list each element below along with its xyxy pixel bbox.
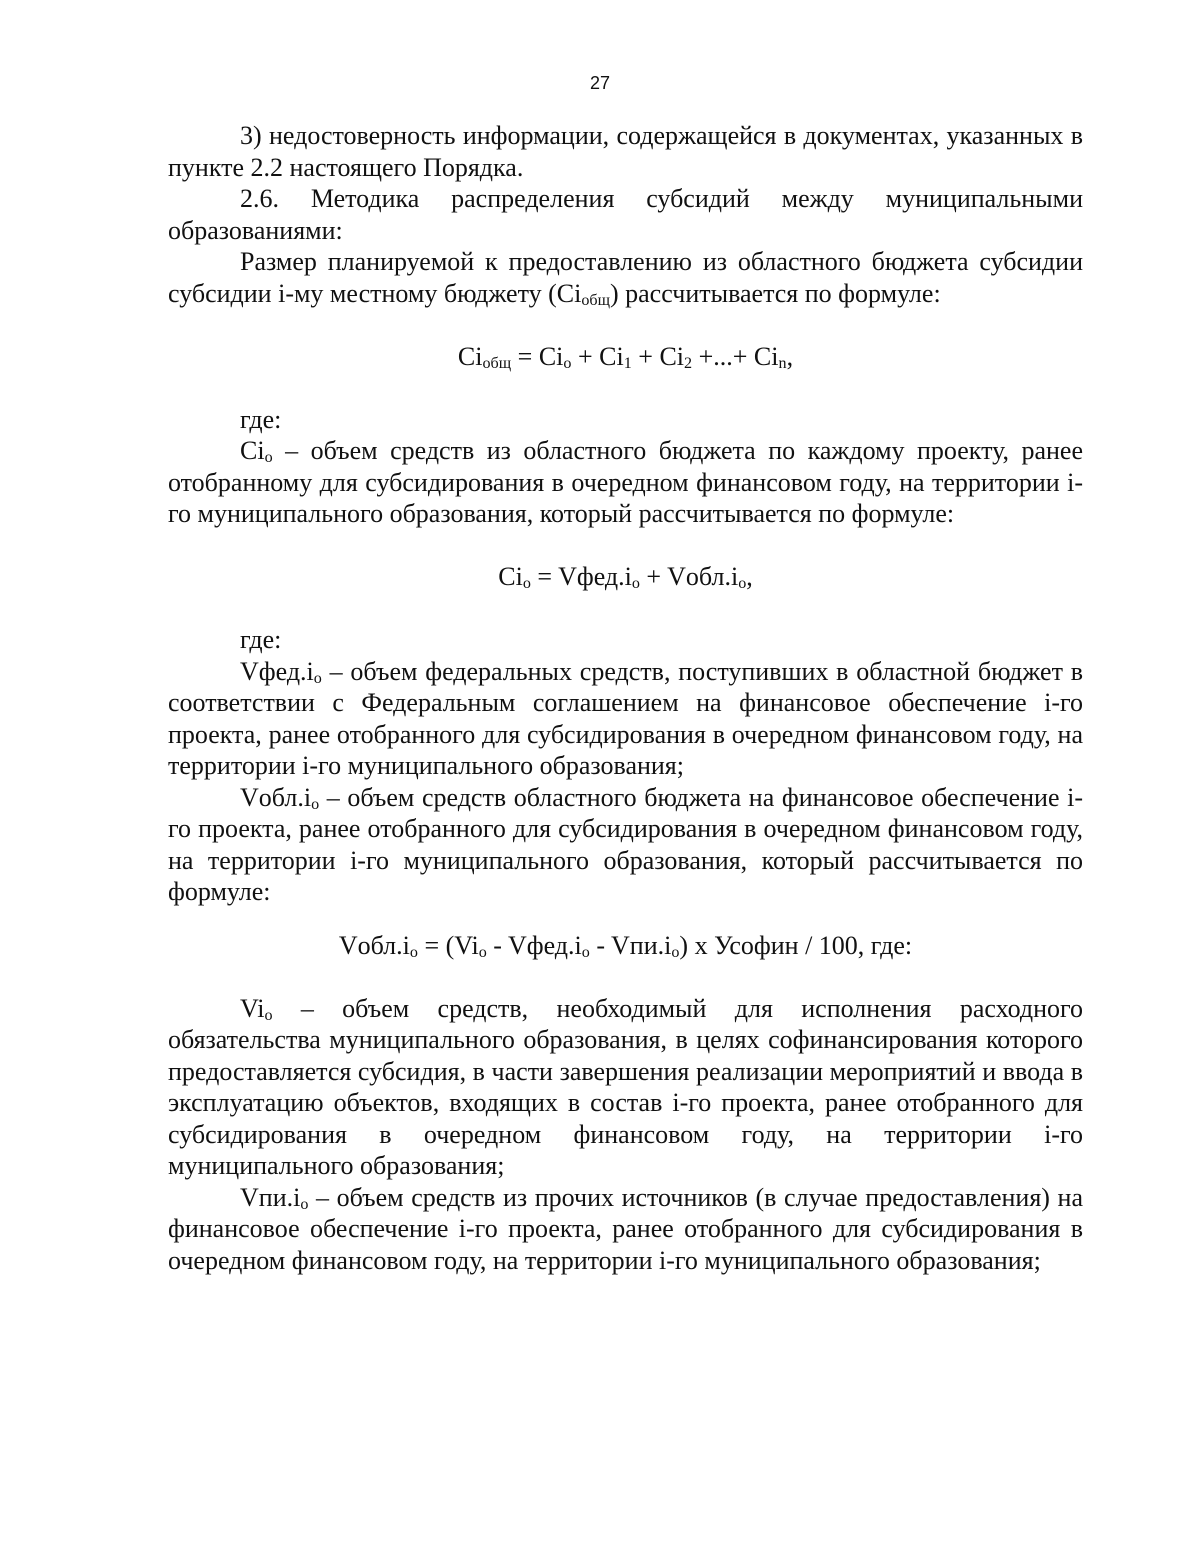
formula-term: Ci [538,341,564,371]
subscript-o: o [631,575,640,593]
variable-vfed: Vфед.i [240,656,314,686]
spacer [168,372,1083,404]
formula-operator: +...+ [692,341,754,371]
subscript-o: o [478,943,487,961]
formula-ci-total [168,341,1083,373]
variable-ci: Ci [240,436,265,465]
definition-text: – объем федеральных средств, поступивших в областной бюджет в соответствии с Федеральным соглашением на финансовое обеспечение i-го проекта, ранее отобранного для субсидирования в очередном финансовом году, на территории i-го муниципального образования; [168,656,1083,780]
formula-term: Ci [498,562,523,591]
formula-tail: , [786,341,794,371]
subscript-o: o [300,1195,309,1213]
formula-term: Ci [753,341,779,371]
formula-operator: + [571,341,600,371]
definition-text: – объем средств из прочих источников (в случае предоставления) на финансовое обеспечение i-го проекта, ранее отобранного для субсидирования в очередном финансовом году, на территории i-го муниципального образования; [168,1182,1083,1275]
definition-vobl [168,782,1083,908]
subscript-obsh: общ [482,354,512,372]
formula-tail: ) х Усофин / 100, где: [679,930,913,960]
formula-term: Ci [599,341,624,371]
spacer [168,961,1083,993]
formula-term: = (Vi [417,930,479,960]
subscript-o: o [738,575,747,593]
variable-vobl: Vобл.i [240,782,312,812]
document-body [168,120,1083,1276]
definition-vfed [168,656,1083,782]
formula-operator: = [530,562,559,591]
where-label: где: [240,404,282,434]
subscript-obsh: общ [581,291,610,309]
subscript-o: o [264,1006,273,1024]
formula-operator: + [639,562,668,591]
subscript-o: o [311,795,320,813]
subscript-1: 1 [623,354,632,372]
spacer [168,908,1083,930]
formula-term: Vобл.i [667,562,739,591]
subscript-2: 2 [684,354,693,372]
variable-ci: Ci [556,278,582,308]
paragraph-subsidy-size [168,246,1083,309]
definition-text: – объем средств из областного бюджета по каждому проекту, ранее отобранному для субсидирования в очередном финансовом году, на территории i-го муниципального образования, который рассчитывается по формуле: [168,436,1083,528]
paragraph-section-2-6: 2.6. Методика распределения субсидий между муниципальными образованиями: [168,184,1083,245]
subscript-o: o [563,354,572,372]
formula-tail: , [746,562,753,591]
variable-vi: Vi [240,993,265,1023]
subscript-o: o [671,943,680,961]
formula-operator: + [631,341,660,371]
formula-term: Ci [659,341,685,371]
spacer [168,530,1083,562]
definition-vpi [168,1182,1083,1277]
formula-vobl [168,930,1083,962]
spacer [168,593,1083,625]
definition-text: – объем средств, необходимый для исполнения расходного обязательства муниципального образования, в целях софинансирования которого предоставляется субсидия, в части завершения реализации мероприятий и ввода в эксплуатацию объектов, входящих в состав i-го проекта, ранее отобранного для субсидирования в очередном финансовом году, на территории i-го муниципального образования; [168,993,1083,1180]
subscript-o: o [313,669,322,687]
subscript-o: o [264,449,273,467]
variable-vpi: Vпи.i [240,1182,301,1212]
subscript-o: o [581,943,590,961]
formula-term: Vобл.i [338,930,410,960]
spacer [168,309,1083,341]
formula-term: - Vфед.i [486,930,582,960]
formula-term: - Vпи.i [589,930,672,960]
definition-vi [168,993,1083,1182]
definition-text: – объем средств областного бюджета на финансовое обеспечение i-го проекта, ранее отобранного для субсидирования в очередном финансовом году, на территории i-го муниципального образования, который рассчитывается по формуле: [168,782,1083,906]
formula-ci-o [168,561,1083,593]
subscript-o: o [409,943,418,961]
definition-ci-o [168,435,1083,530]
subscript-n: n [778,354,787,372]
where-label: где: [240,625,282,654]
formula-operator: = [511,341,539,371]
paragraph-item-3: 3) недостоверность информации, содержащейся в документах, указанных в пункте 2.2 настоящего Порядка. [168,121,1083,182]
page-number: 27 [589,73,611,93]
text-fragment: Размер планируемой к предоставлению из областного бюджета субсидии субсидии i-му местному бюджету ( [168,247,1083,308]
formula-term: Vфед.i [558,562,632,591]
text-fragment: ) рассчитывается по формуле: [609,278,941,308]
formula-term: Ci [457,341,483,371]
subscript-o: o [522,575,531,593]
